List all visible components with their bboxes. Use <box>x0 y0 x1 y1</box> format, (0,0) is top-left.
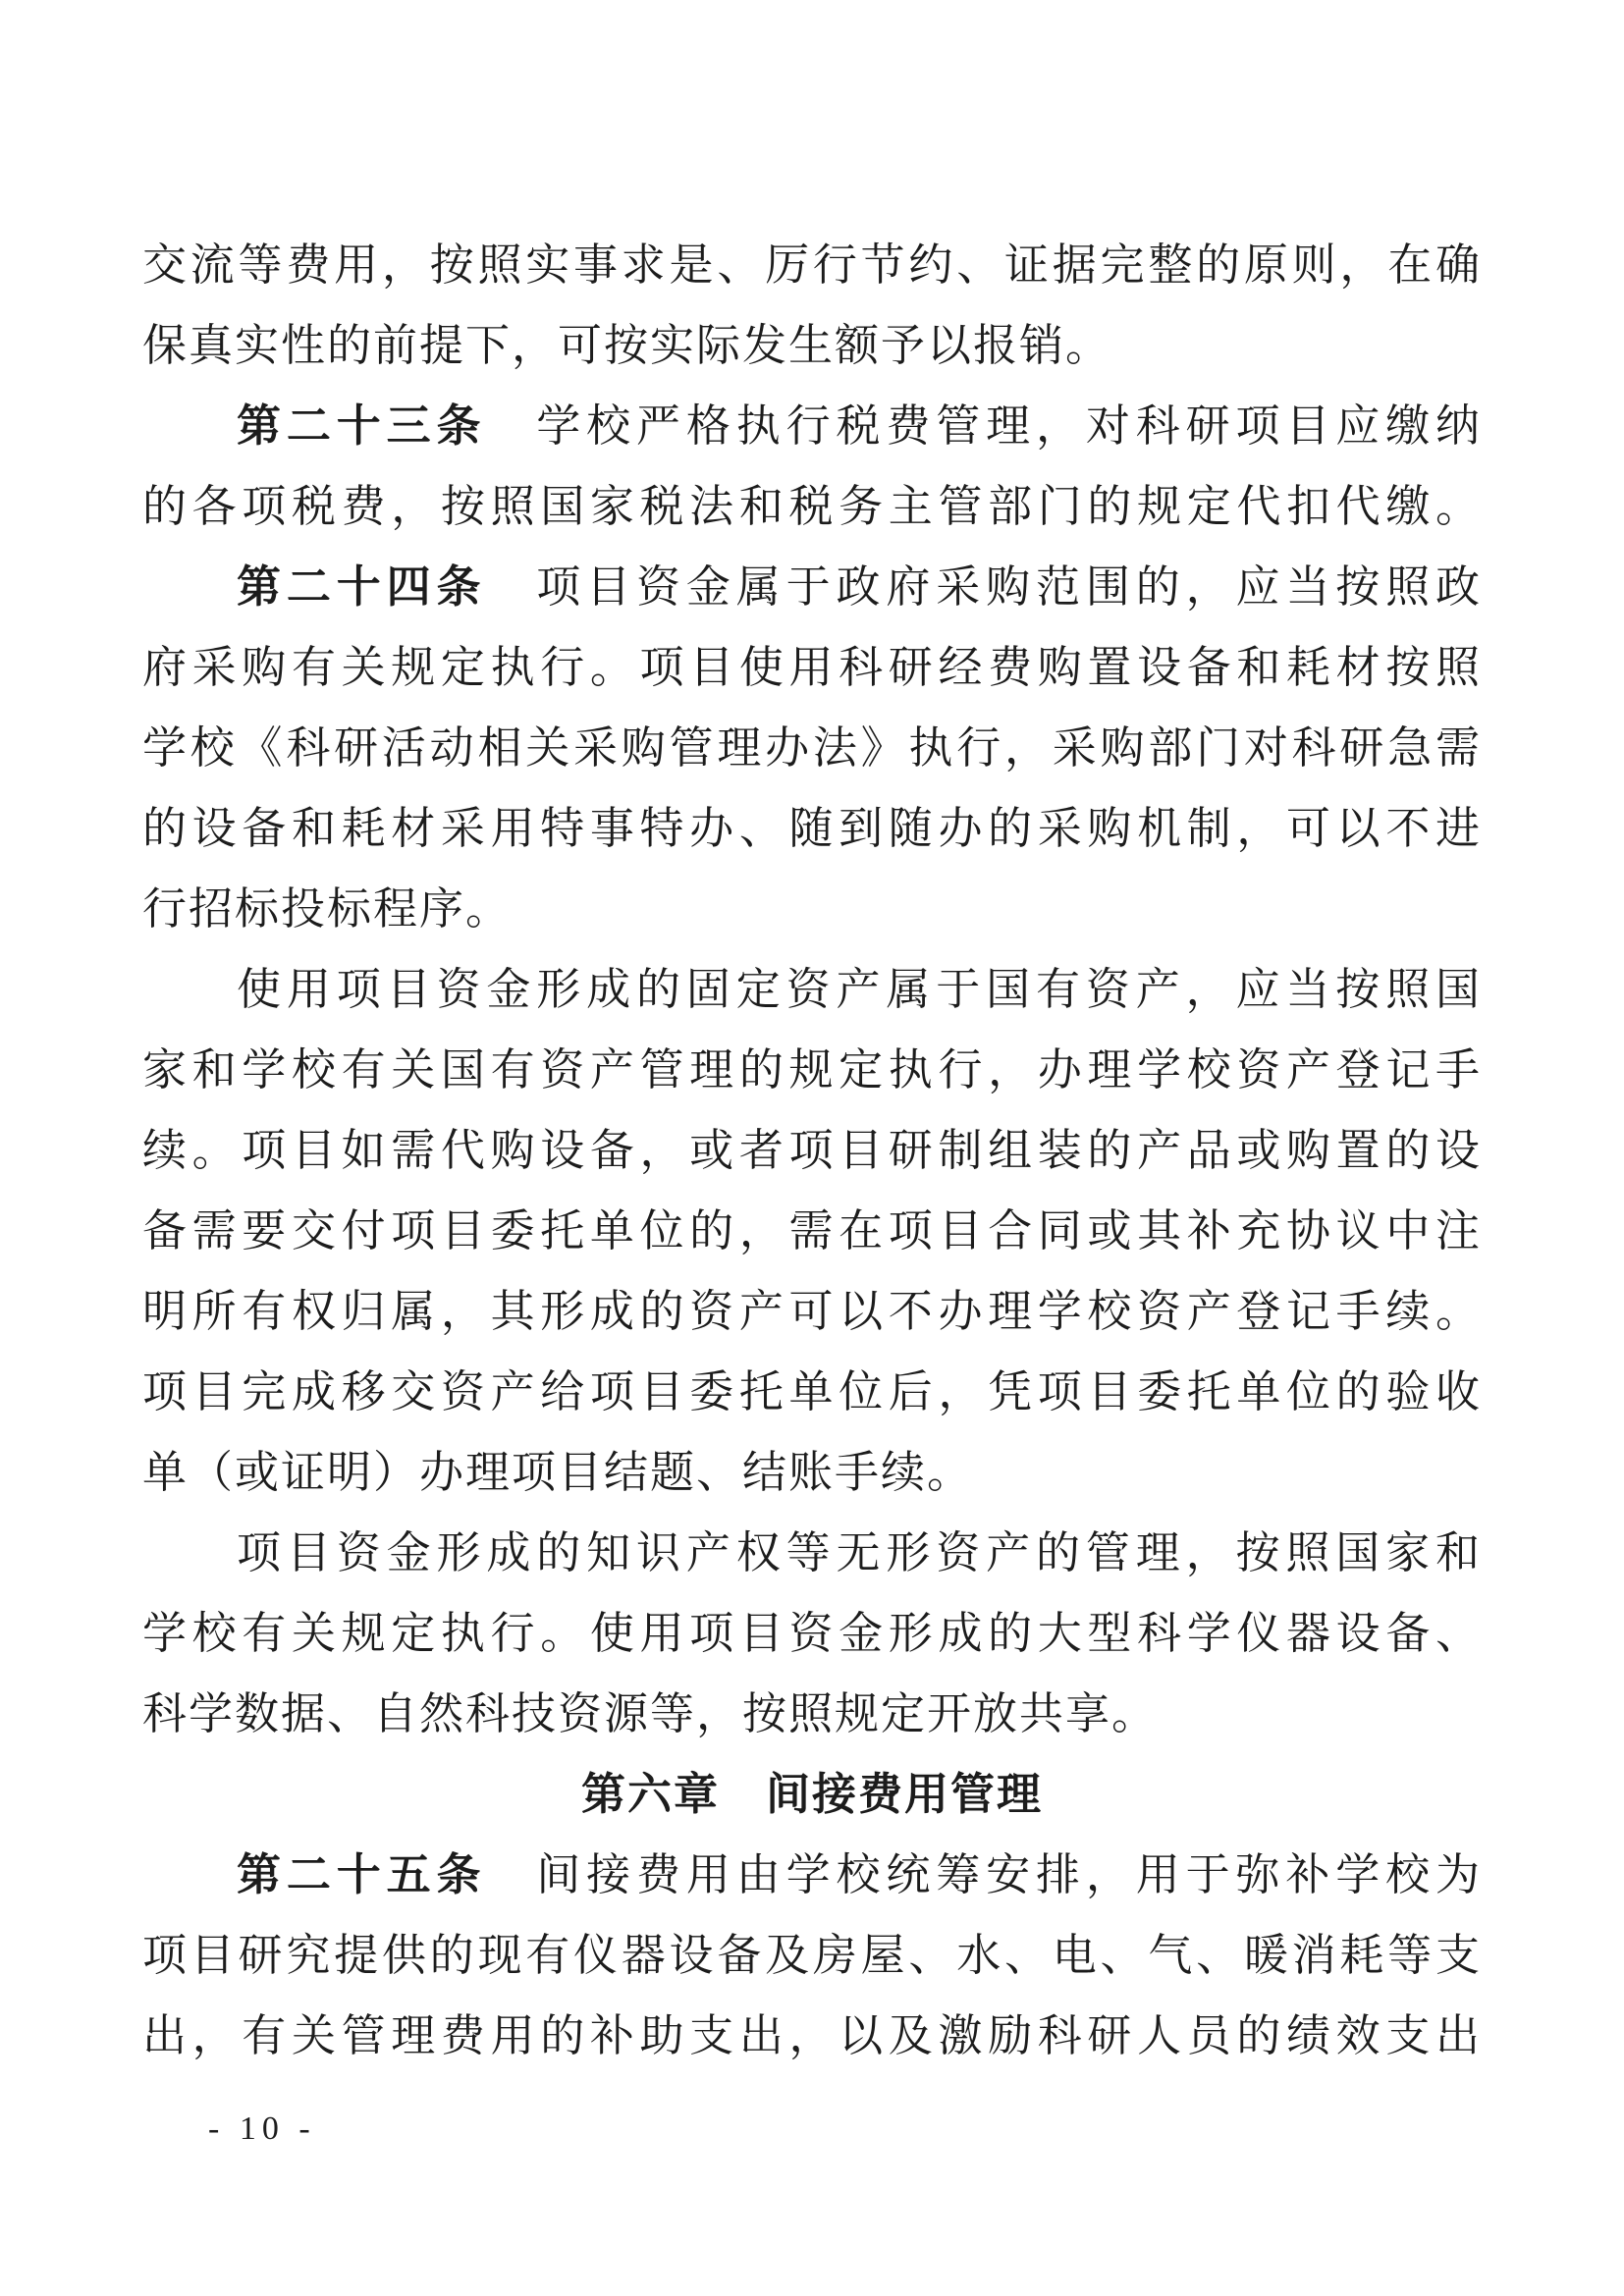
text-run: 学校严格执行税费管理，对科研项目应缴纳 <box>486 401 1482 451</box>
text-run: 间接费用由学校统筹安排，用于弥补学校为 <box>486 1850 1482 1899</box>
bold-run: 第二十五条 <box>237 1849 487 1899</box>
text-line <box>142 788 1482 869</box>
text-run: 项目资金属于政府采购范围的，应当按照政 <box>486 562 1482 612</box>
text-line <box>142 1513 1482 1593</box>
text-line <box>142 869 1482 949</box>
text-line <box>142 1996 1482 2076</box>
text-line <box>142 1191 1482 1271</box>
chapter-heading <box>142 1754 1482 1835</box>
text-run: 项目资金形成的知识产权等无形资产的管理，按照国家和 <box>237 1528 1482 1577</box>
text-line <box>142 949 1482 1030</box>
bold-run: 第二十四条 <box>237 561 487 612</box>
text-run: 行招标投标程序。 <box>142 884 513 934</box>
text-line <box>142 305 1482 386</box>
document-body <box>142 225 1482 2076</box>
bold-run: 第六章 间接费用管理 <box>580 1769 1043 1819</box>
text-run: 学校《科研活动相关采购管理办法》执行，采购部门对科研急需 <box>142 723 1482 773</box>
text-run: 府采购有关规定执行。项目使用科研经费购置设备和耗材按照 <box>142 643 1482 692</box>
text-line <box>142 225 1482 305</box>
page-number: - 10 - <box>208 2110 316 2147</box>
text-run: 科学数据、自然科技资源等，按照规定开放共享。 <box>142 1689 1159 1738</box>
text-line <box>142 1030 1482 1110</box>
text-line <box>142 1271 1482 1352</box>
text-line <box>142 386 1482 466</box>
text-run: 项目完成移交资产给项目委托单位后，凭项目委托单位的验收 <box>142 1367 1482 1416</box>
text-line <box>142 1352 1482 1432</box>
text-run: 的设备和耗材采用特事特办、随到随办的采购机制，可以不进 <box>142 804 1482 853</box>
text-run: 使用项目资金形成的固定资产属于国有资产，应当按照国 <box>237 965 1482 1014</box>
text-run: 单（或证明）办理项目结题、结账手续。 <box>142 1448 974 1497</box>
text-line <box>142 547 1482 627</box>
text-run: 项目研究提供的现有仪器设备及房屋、水、电、气、暖消耗等支 <box>142 1931 1482 1980</box>
text-run: 续。项目如需代购设备，或者项目研制组装的产品或购置的设 <box>142 1126 1482 1175</box>
text-run: 交流等费用，按照实事求是、厉行节约、证据完整的原则，在确 <box>142 240 1482 290</box>
text-run: 学校有关规定执行。使用项目资金形成的大型科学仪器设备、 <box>142 1609 1482 1658</box>
text-run: 明所有权归属，其形成的资产可以不办理学校资产登记手续。 <box>142 1287 1482 1336</box>
text-line <box>142 1674 1482 1754</box>
text-line <box>142 466 1482 547</box>
text-run: 的各项税费，按照国家税法和税务主管部门的规定代扣代缴。 <box>142 482 1482 531</box>
text-line <box>142 1915 1482 1996</box>
text-line <box>142 627 1482 708</box>
text-line <box>142 1432 1482 1513</box>
bold-run: 第二十三条 <box>237 400 487 451</box>
text-line <box>142 1110 1482 1191</box>
text-run: 备需要交付项目委托单位的，需在项目合同或其补充协议中注 <box>142 1206 1482 1255</box>
text-run: 保真实性的前提下，可按实际发生额予以报销。 <box>142 321 1112 370</box>
text-line <box>142 1593 1482 1674</box>
text-run: 家和学校有关国有资产管理的规定执行，办理学校资产登记手 <box>142 1045 1482 1095</box>
text-line <box>142 708 1482 788</box>
text-line <box>142 1835 1482 1915</box>
text-run: 出，有关管理费用的补助支出，以及激励科研人员的绩效支出 <box>142 2011 1482 2060</box>
